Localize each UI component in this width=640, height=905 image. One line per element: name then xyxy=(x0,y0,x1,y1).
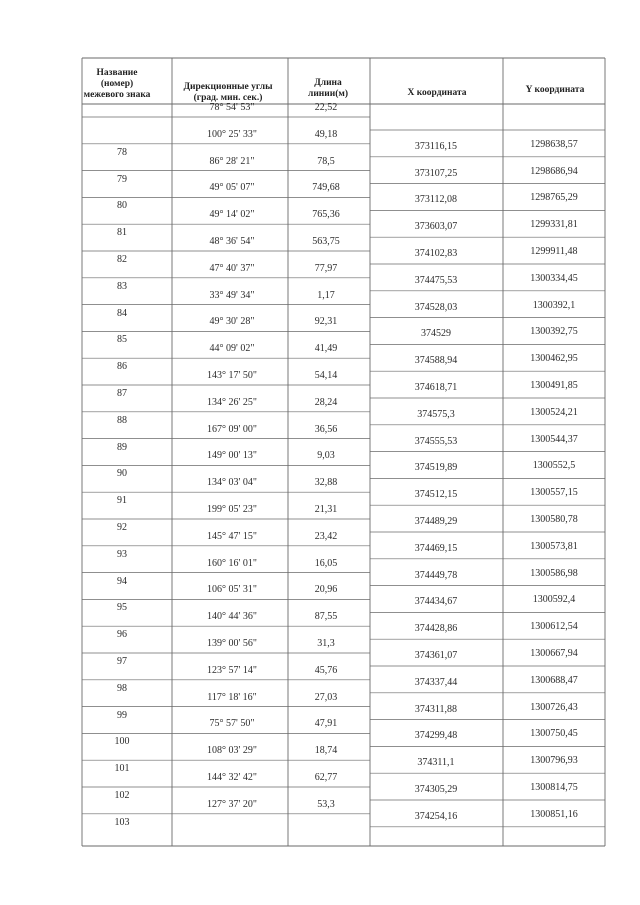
line-length: 563,75 xyxy=(312,236,340,247)
y-coordinate: 1300580,78 xyxy=(530,514,578,525)
line-length: 78,5 xyxy=(317,155,335,167)
y-coordinate: 1298638,57 xyxy=(530,138,578,150)
direction-angle: 49° 14' 02" xyxy=(209,209,255,221)
line-length: 41,49 xyxy=(314,343,338,355)
mark-number: 80 xyxy=(117,200,127,212)
x-coordinate: 374618,71 xyxy=(414,382,458,393)
line-length: 87,55 xyxy=(314,611,338,623)
header-mark-line-3: межевого знака xyxy=(83,90,151,100)
header-angle-line-2: (град. мин. сек.) xyxy=(193,93,263,103)
x-coordinate: 374512,15 xyxy=(414,489,458,501)
direction-angle: 134° 26' 25" xyxy=(207,396,257,408)
direction-angle: 49° 05' 07" xyxy=(209,182,255,194)
x-coordinate: 374449,78 xyxy=(414,569,458,581)
mark-number: 100 xyxy=(114,736,130,748)
x-coordinate: 374428,86 xyxy=(414,623,458,635)
mark-number: 98 xyxy=(117,682,127,694)
x-coordinate: 374489,29 xyxy=(414,516,458,527)
direction-angle: 49° 30' 28" xyxy=(209,316,255,328)
x-coordinate: 374555,53 xyxy=(414,435,458,447)
header-mark-line-1: Название xyxy=(96,68,138,78)
direction-angle: 144° 32' 42" xyxy=(207,772,257,783)
header-mark xyxy=(84,68,151,101)
x-coordinate: 374311,88 xyxy=(414,703,458,715)
y-coordinate: 1300814,75 xyxy=(530,782,578,793)
line-length: 16,05 xyxy=(314,557,338,569)
line-length: 18,74 xyxy=(314,745,338,757)
y-coordinate: 1300544,37 xyxy=(530,433,578,445)
x-coordinate: 374299,48 xyxy=(414,730,458,742)
y-coordinate: 1300612,54 xyxy=(530,621,578,633)
direction-angle: 75° 57' 50" xyxy=(209,718,255,730)
x-coordinate: 374311,1 xyxy=(417,757,455,769)
y-coordinate: 1300586,98 xyxy=(530,567,578,579)
mark-number: 93 xyxy=(117,548,127,560)
mark-number: 82 xyxy=(117,254,127,265)
mark-number: 86 xyxy=(117,361,127,373)
direction-angle: 199° 05' 23" xyxy=(207,504,257,515)
y-coordinate: 1298686,94 xyxy=(530,165,578,177)
y-coordinate: 1299331,81 xyxy=(530,219,578,231)
y-coordinate: 1300573,81 xyxy=(530,540,578,552)
line-length: 31,3 xyxy=(317,638,335,649)
direction-angle: 167° 09' 00" xyxy=(207,423,257,435)
mark-number: 84 xyxy=(117,307,127,319)
y-coordinate: 1300688,47 xyxy=(530,674,578,686)
y-coordinate: 1300796,93 xyxy=(530,755,578,767)
header-angle xyxy=(184,82,273,104)
mark-number: 81 xyxy=(117,227,127,239)
direction-angle: 108° 03' 29" xyxy=(207,745,257,757)
line-length: 47,91 xyxy=(314,718,338,730)
y-coordinate: 1300552,5 xyxy=(532,460,576,472)
direction-angle: 145° 47' 15" xyxy=(207,530,257,542)
mark-number: 94 xyxy=(117,575,127,587)
line-length: 9,03 xyxy=(317,450,335,462)
header-angle-line-1: Дирекционные углы xyxy=(183,82,273,92)
direction-angle: 149° 00' 13" xyxy=(207,450,257,462)
y-coordinate: 1300462,95 xyxy=(530,353,578,365)
direction-angle: 140° 44' 36" xyxy=(207,611,257,623)
mark-number: 90 xyxy=(117,468,127,480)
x-coordinate: 373116,15 xyxy=(414,140,458,152)
x-coordinate: 374102,83 xyxy=(414,248,458,259)
header-mark-line-2: (номер) xyxy=(100,79,134,89)
line-length: 22,52 xyxy=(314,102,338,113)
mark-number: 91 xyxy=(117,495,127,507)
line-length: 1,17 xyxy=(317,289,335,301)
line-length: 54,14 xyxy=(314,370,338,381)
x-coordinate: 373603,07 xyxy=(414,221,458,233)
line-length: 45,76 xyxy=(314,664,338,676)
y-coordinate: 1300726,43 xyxy=(530,701,578,713)
direction-angle: 86° 28' 21" xyxy=(209,155,255,167)
y-coordinate: 1300667,94 xyxy=(530,648,578,659)
direction-angle: 123° 57' 14" xyxy=(207,664,257,676)
header-length-line-1: Длина xyxy=(314,78,342,88)
mark-number: 102 xyxy=(114,790,130,801)
x-coordinate: 374361,07 xyxy=(414,650,458,661)
direction-angle: 100° 25' 33" xyxy=(207,128,257,140)
y-coordinate: 1299911,48 xyxy=(530,246,578,257)
direction-angle: 78° 54' 53" xyxy=(209,102,255,113)
mark-number: 97 xyxy=(117,656,127,667)
mark-number: 101 xyxy=(114,763,130,775)
mark-number: 88 xyxy=(117,414,127,426)
direction-angle: 33° 49' 34" xyxy=(209,289,255,301)
x-coordinate: 374337,44 xyxy=(414,676,458,688)
direction-angle: 160° 16' 01" xyxy=(207,557,257,569)
line-length: 27,03 xyxy=(314,691,338,703)
x-coordinate: 374528,03 xyxy=(414,301,458,313)
mark-number: 92 xyxy=(117,522,127,533)
y-coordinate: 1298765,29 xyxy=(530,192,578,204)
direction-angle: 143° 17' 50" xyxy=(207,370,257,381)
y-coordinate: 1300592,4 xyxy=(532,594,576,606)
mark-number: 87 xyxy=(117,388,127,399)
mark-number: 96 xyxy=(117,629,127,641)
line-length: 92,31 xyxy=(314,316,338,328)
x-coordinate: 374254,16 xyxy=(414,810,458,822)
y-coordinate: 1300334,45 xyxy=(530,272,578,284)
line-length: 23,42 xyxy=(314,530,338,542)
direction-angle: 117° 18' 16" xyxy=(207,691,257,703)
x-coordinate: 374575,3 xyxy=(417,408,455,420)
x-coordinate: 374475,53 xyxy=(414,274,458,286)
line-length: 77,97 xyxy=(314,262,338,274)
direction-angle: 47° 40' 37" xyxy=(209,262,255,274)
line-length: 20,96 xyxy=(314,584,338,596)
y-coordinate: 1300851,16 xyxy=(530,808,578,820)
x-coordinate: 374434,67 xyxy=(414,596,458,608)
y-coordinate: 1300557,15 xyxy=(530,487,578,499)
line-length: 21,31 xyxy=(314,504,338,515)
mark-number: 95 xyxy=(117,602,127,614)
x-coordinate: 373107,25 xyxy=(414,167,458,179)
direction-angle: 127° 37' 20" xyxy=(207,798,257,810)
direction-angle: 139° 00' 56" xyxy=(207,638,257,649)
line-length: 765,36 xyxy=(312,209,340,221)
line-length: 749,68 xyxy=(312,182,340,194)
header-length-line-2: линии(м) xyxy=(307,89,349,99)
mark-number: 78 xyxy=(117,146,127,158)
y-coordinate: 1300392,1 xyxy=(532,299,576,311)
x-coordinate: 374588,94 xyxy=(414,355,458,367)
line-length: 36,56 xyxy=(314,423,338,435)
header-length xyxy=(308,78,348,100)
mark-number: 103 xyxy=(114,816,130,828)
line-length: 53,3 xyxy=(317,798,335,810)
line-length: 62,77 xyxy=(314,772,338,783)
y-coordinate: 1300750,45 xyxy=(530,728,578,740)
header-x: X координата xyxy=(407,88,467,98)
direction-angle: 44° 09' 02" xyxy=(209,343,255,355)
mark-number: 79 xyxy=(117,173,127,185)
x-coordinate: 374469,15 xyxy=(414,542,458,554)
y-coordinate: 1300392,75 xyxy=(530,326,578,338)
x-coordinate: 374305,29 xyxy=(414,784,458,795)
x-coordinate: 374519,89 xyxy=(414,462,458,474)
line-length: 28,24 xyxy=(314,396,338,408)
header-y: Y координата xyxy=(525,85,585,95)
mark-number: 83 xyxy=(117,280,127,292)
x-coordinate: 374529 xyxy=(421,328,451,340)
mark-number: 99 xyxy=(117,709,127,721)
direction-angle: 48° 36' 54" xyxy=(209,236,255,247)
direction-angle: 134° 03' 04" xyxy=(207,477,257,489)
direction-angle: 106° 05' 31" xyxy=(207,584,257,596)
y-coordinate: 1300524,21 xyxy=(530,406,578,418)
x-coordinate: 373112,08 xyxy=(414,194,458,206)
mark-number: 89 xyxy=(117,441,127,453)
y-coordinate: 1300491,85 xyxy=(530,380,578,391)
line-length: 49,18 xyxy=(314,128,338,140)
mark-number: 85 xyxy=(117,334,127,346)
line-length: 32,88 xyxy=(314,477,338,489)
